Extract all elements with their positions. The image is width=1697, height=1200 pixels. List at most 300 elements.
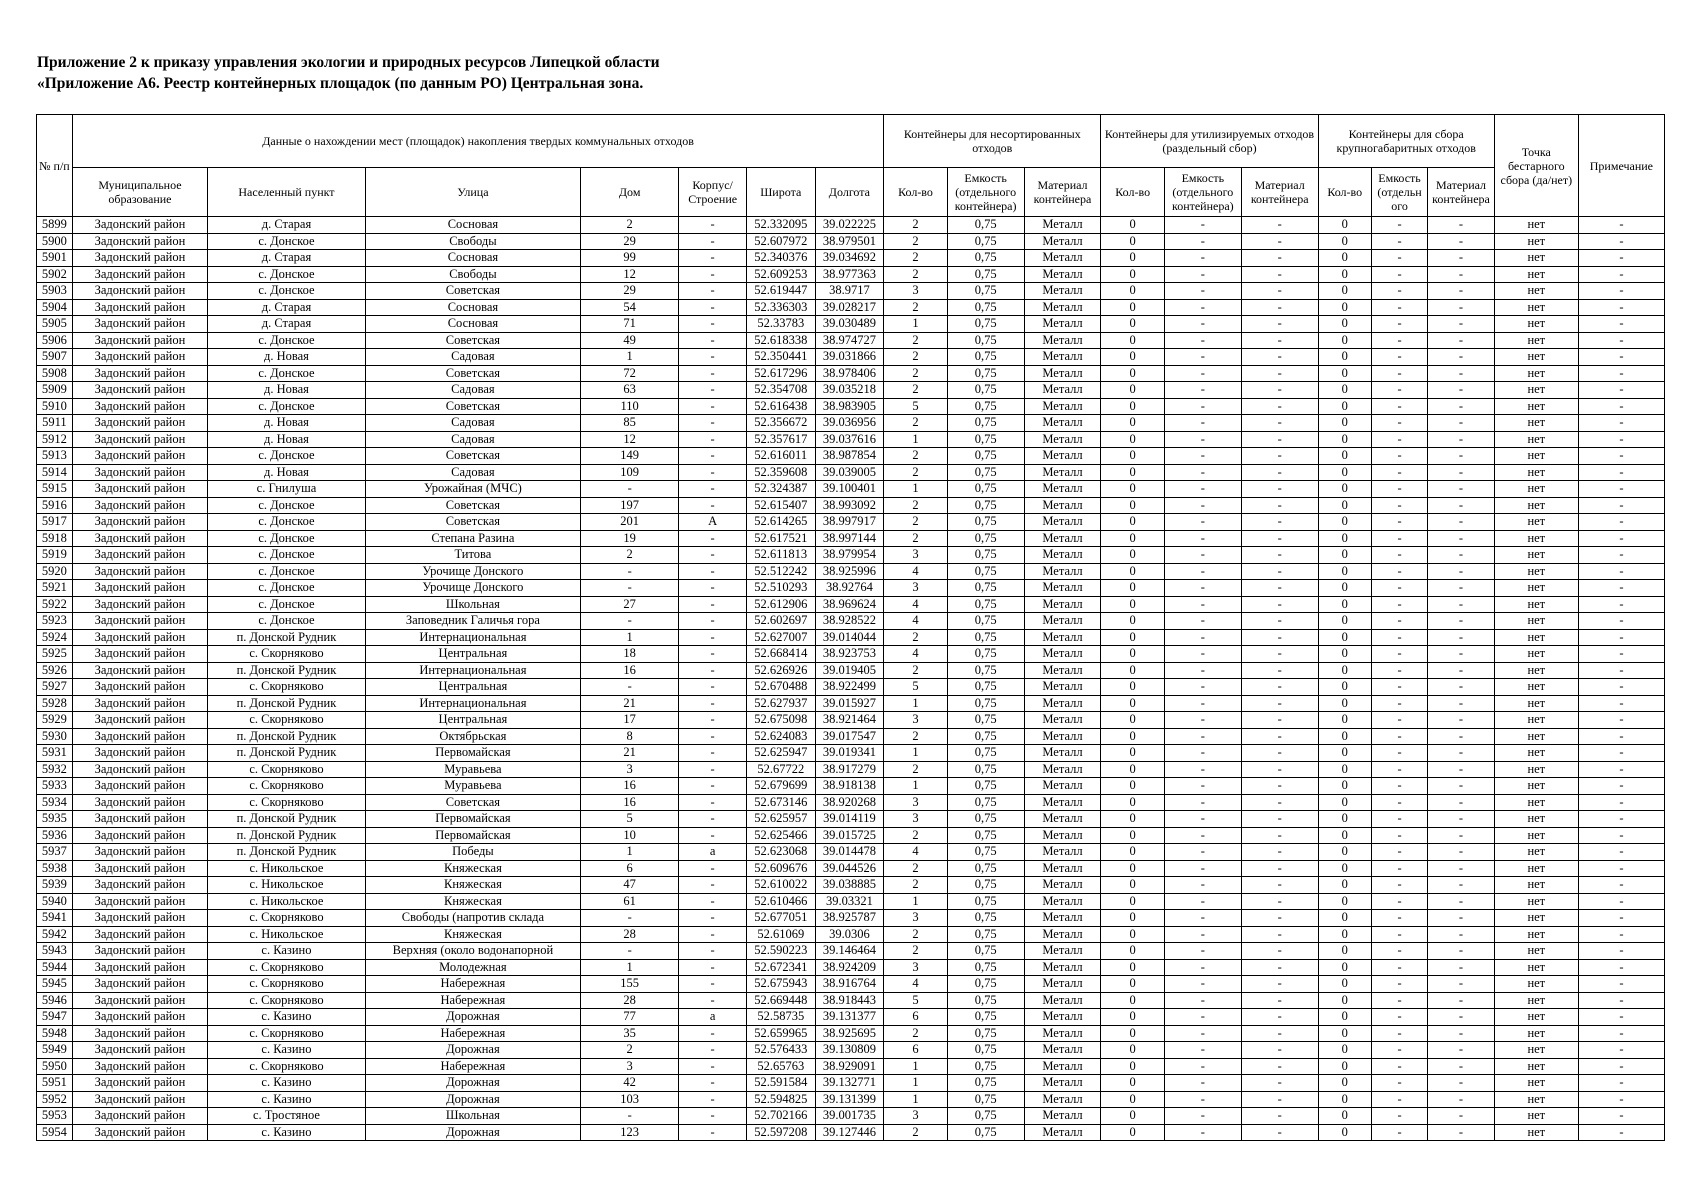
- cell-unsorted-capacity: 0,75: [947, 992, 1024, 1009]
- cell-bulky-material: -: [1428, 761, 1495, 778]
- cell-unsorted-count: 1: [884, 1091, 948, 1108]
- cell-bulky-material: -: [1428, 1058, 1495, 1075]
- cell-street: Советская: [365, 794, 580, 811]
- cell-house: 12: [580, 266, 678, 283]
- cell-note: -: [1578, 448, 1664, 465]
- cell-building: -: [679, 1058, 747, 1075]
- cell-lon: 39.127446: [815, 1124, 884, 1141]
- cell-num: 5936: [37, 827, 73, 844]
- cell-note: -: [1578, 514, 1664, 531]
- cell-bulky-material: -: [1428, 398, 1495, 415]
- cell-bulky-capacity: -: [1371, 497, 1427, 514]
- cell-lat: 52.357617: [746, 431, 815, 448]
- cell-unsorted-capacity: 0,75: [947, 349, 1024, 366]
- cell-num: 5945: [37, 976, 73, 993]
- cell-unsorted-count: 6: [884, 1042, 948, 1059]
- cell-building: -: [679, 679, 747, 696]
- cell-lon: 39.014478: [815, 844, 884, 861]
- cell-recycle-material: -: [1241, 695, 1318, 712]
- cell-lon: 39.019341: [815, 745, 884, 762]
- cell-municipality: Задонский район: [72, 662, 207, 679]
- cell-bulky-material: -: [1428, 728, 1495, 745]
- cell-settlement: с. Скорняково: [208, 910, 366, 927]
- cell-note: -: [1578, 1108, 1664, 1125]
- cell-bagless: нет: [1494, 1108, 1578, 1125]
- cell-municipality: Задонский район: [72, 827, 207, 844]
- cell-recycle-material: -: [1241, 266, 1318, 283]
- cell-building: -: [679, 349, 747, 366]
- cell-recycle-count: 0: [1101, 1058, 1165, 1075]
- cell-lon: 39.039005: [815, 464, 884, 481]
- cell-lon: 39.031866: [815, 349, 884, 366]
- cell-note: -: [1578, 1009, 1664, 1026]
- cell-lat: 52.669448: [746, 992, 815, 1009]
- cell-bulky-material: -: [1428, 712, 1495, 729]
- cell-building: -: [679, 530, 747, 547]
- cell-bulky-material: -: [1428, 365, 1495, 382]
- cell-unsorted-material: Металл: [1024, 926, 1101, 943]
- cell-note: -: [1578, 299, 1664, 316]
- cell-house: 3: [580, 1058, 678, 1075]
- cell-recycle-capacity: -: [1164, 547, 1241, 564]
- cell-bulky-count: 0: [1318, 596, 1371, 613]
- cell-building: -: [679, 992, 747, 1009]
- cell-street: Советская: [365, 497, 580, 514]
- cell-bulky-capacity: -: [1371, 893, 1427, 910]
- cell-municipality: Задонский район: [72, 431, 207, 448]
- cell-lon: 38.993092: [815, 497, 884, 514]
- cell-municipality: Задонский район: [72, 860, 207, 877]
- cell-lon: 39.014119: [815, 811, 884, 828]
- cell-unsorted-material: Металл: [1024, 959, 1101, 976]
- cell-unsorted-material: Металл: [1024, 382, 1101, 399]
- cell-municipality: Задонский район: [72, 943, 207, 960]
- cell-bulky-capacity: -: [1371, 761, 1427, 778]
- cell-unsorted-count: 1: [884, 778, 948, 795]
- heading-line-2: «Приложение А6. Реестр контейнерных площадок (по данным РО) Центральная зона.: [37, 75, 644, 92]
- cell-note: -: [1578, 910, 1664, 927]
- cell-unsorted-capacity: 0,75: [947, 332, 1024, 349]
- cell-recycle-count: 0: [1101, 844, 1165, 861]
- cell-settlement: с. Донское: [208, 514, 366, 531]
- cell-lat: 52.677051: [746, 910, 815, 927]
- cell-recycle-count: 0: [1101, 497, 1165, 514]
- cell-recycle-capacity: -: [1164, 497, 1241, 514]
- cell-lat: 52.616011: [746, 448, 815, 465]
- cell-recycle-capacity: -: [1164, 365, 1241, 382]
- cell-house: 2: [580, 217, 678, 234]
- cell-lon: 38.929091: [815, 1058, 884, 1075]
- table-row: [37, 514, 1665, 531]
- cell-unsorted-count: 2: [884, 349, 948, 366]
- cell-lon: 39.03321: [815, 893, 884, 910]
- cell-recycle-capacity: -: [1164, 910, 1241, 927]
- cell-municipality: Задонский район: [72, 695, 207, 712]
- cell-unsorted-material: Металл: [1024, 415, 1101, 432]
- cell-unsorted-material: Металл: [1024, 547, 1101, 564]
- cell-recycle-capacity: -: [1164, 761, 1241, 778]
- cell-bulky-capacity: -: [1371, 266, 1427, 283]
- cell-recycle-material: -: [1241, 382, 1318, 399]
- cell-lon: 38.92764: [815, 580, 884, 597]
- cell-bagless: нет: [1494, 332, 1578, 349]
- cell-lon: 39.001735: [815, 1108, 884, 1125]
- cell-recycle-capacity: -: [1164, 778, 1241, 795]
- table-row: [37, 1042, 1665, 1059]
- cell-bagless: нет: [1494, 547, 1578, 564]
- cell-street: Княжеская: [365, 877, 580, 894]
- cell-recycle-material: -: [1241, 629, 1318, 646]
- table-row: [37, 431, 1665, 448]
- header-bulky-material: Материал контейнера: [1428, 168, 1495, 217]
- cell-note: -: [1578, 1042, 1664, 1059]
- cell-settlement: с. Донское: [208, 365, 366, 382]
- cell-house: 21: [580, 745, 678, 762]
- header-recycle-capacity: Емкость (отдельного контейнера): [1164, 168, 1241, 217]
- cell-building: -: [679, 431, 747, 448]
- cell-unsorted-capacity: 0,75: [947, 712, 1024, 729]
- table-row: [37, 926, 1665, 943]
- cell-municipality: Задонский район: [72, 464, 207, 481]
- cell-bulky-material: -: [1428, 217, 1495, 234]
- cell-street: Школьная: [365, 596, 580, 613]
- cell-recycle-capacity: -: [1164, 712, 1241, 729]
- cell-recycle-material: -: [1241, 811, 1318, 828]
- cell-building: -: [679, 1091, 747, 1108]
- cell-lat: 52.612906: [746, 596, 815, 613]
- cell-municipality: Задонский район: [72, 481, 207, 498]
- cell-bagless: нет: [1494, 844, 1578, 861]
- header-municipality: Муниципальное образование: [72, 168, 207, 217]
- cell-note: -: [1578, 497, 1664, 514]
- cell-recycle-capacity: -: [1164, 662, 1241, 679]
- cell-lon: 39.014044: [815, 629, 884, 646]
- cell-unsorted-count: 3: [884, 959, 948, 976]
- table-row: [37, 233, 1665, 250]
- cell-unsorted-capacity: 0,75: [947, 266, 1024, 283]
- cell-house: -: [580, 563, 678, 580]
- cell-unsorted-capacity: 0,75: [947, 1058, 1024, 1075]
- cell-bulky-capacity: -: [1371, 910, 1427, 927]
- table-row: [37, 349, 1665, 366]
- cell-house: 71: [580, 316, 678, 333]
- cell-bulky-material: -: [1428, 844, 1495, 861]
- cell-recycle-material: -: [1241, 1075, 1318, 1092]
- cell-note: -: [1578, 1091, 1664, 1108]
- cell-bagless: нет: [1494, 992, 1578, 1009]
- cell-building: -: [679, 448, 747, 465]
- document-heading: [37, 52, 660, 94]
- cell-unsorted-count: 6: [884, 1009, 948, 1026]
- cell-unsorted-capacity: 0,75: [947, 431, 1024, 448]
- cell-recycle-capacity: -: [1164, 745, 1241, 762]
- cell-municipality: Задонский район: [72, 976, 207, 993]
- cell-lon: 38.9717: [815, 283, 884, 300]
- cell-recycle-capacity: -: [1164, 1042, 1241, 1059]
- cell-recycle-count: 0: [1101, 893, 1165, 910]
- cell-unsorted-material: Металл: [1024, 695, 1101, 712]
- cell-street: Советская: [365, 514, 580, 531]
- cell-lon: 38.925996: [815, 563, 884, 580]
- cell-note: -: [1578, 646, 1664, 663]
- cell-municipality: Задонский район: [72, 415, 207, 432]
- cell-bulky-count: 0: [1318, 1091, 1371, 1108]
- table-row: [37, 1075, 1665, 1092]
- cell-unsorted-count: 2: [884, 514, 948, 531]
- cell-bulky-capacity: -: [1371, 365, 1427, 382]
- cell-unsorted-count: 2: [884, 415, 948, 432]
- cell-house: 19: [580, 530, 678, 547]
- header-street: Улица: [365, 168, 580, 217]
- cell-house: 2: [580, 1042, 678, 1059]
- cell-building: -: [679, 283, 747, 300]
- cell-note: -: [1578, 662, 1664, 679]
- cell-bulky-count: 0: [1318, 547, 1371, 564]
- cell-building: -: [679, 398, 747, 415]
- cell-bulky-capacity: -: [1371, 976, 1427, 993]
- cell-street: Княжеская: [365, 860, 580, 877]
- cell-bulky-capacity: -: [1371, 662, 1427, 679]
- header-recycle-material: Материал контейнера: [1241, 168, 1318, 217]
- cell-num: 5929: [37, 712, 73, 729]
- cell-num: 5951: [37, 1075, 73, 1092]
- cell-lat: 52.668414: [746, 646, 815, 663]
- cell-settlement: с. Никольское: [208, 893, 366, 910]
- cell-bulky-count: 0: [1318, 860, 1371, 877]
- cell-note: -: [1578, 778, 1664, 795]
- cell-bulky-capacity: -: [1371, 646, 1427, 663]
- cell-bulky-count: 0: [1318, 1042, 1371, 1059]
- cell-bulky-count: 0: [1318, 283, 1371, 300]
- cell-num: 5952: [37, 1091, 73, 1108]
- cell-bulky-count: 0: [1318, 481, 1371, 498]
- cell-bulky-count: 0: [1318, 1025, 1371, 1042]
- cell-lat: 52.672341: [746, 959, 815, 976]
- cell-bulky-material: -: [1428, 1124, 1495, 1141]
- cell-street: Набережная: [365, 992, 580, 1009]
- cell-lat: 52.67722: [746, 761, 815, 778]
- cell-recycle-capacity: -: [1164, 250, 1241, 267]
- cell-lat: 52.627937: [746, 695, 815, 712]
- cell-lon: 38.922499: [815, 679, 884, 696]
- cell-building: -: [679, 926, 747, 943]
- cell-settlement: с. Никольское: [208, 860, 366, 877]
- cell-lon: 38.923753: [815, 646, 884, 663]
- cell-building: -: [679, 910, 747, 927]
- cell-lat: 52.627007: [746, 629, 815, 646]
- cell-lat: 52.626926: [746, 662, 815, 679]
- cell-recycle-material: -: [1241, 547, 1318, 564]
- cell-lat: 52.625466: [746, 827, 815, 844]
- cell-house: -: [580, 679, 678, 696]
- cell-note: -: [1578, 580, 1664, 597]
- cell-bulky-material: -: [1428, 431, 1495, 448]
- cell-unsorted-material: Металл: [1024, 365, 1101, 382]
- cell-recycle-count: 0: [1101, 431, 1165, 448]
- cell-bulky-material: -: [1428, 1042, 1495, 1059]
- cell-bulky-count: 0: [1318, 266, 1371, 283]
- cell-bulky-count: 0: [1318, 646, 1371, 663]
- cell-recycle-capacity: -: [1164, 448, 1241, 465]
- cell-settlement: с. Скорняково: [208, 1025, 366, 1042]
- cell-lat: 52.350441: [746, 349, 815, 366]
- cell-unsorted-capacity: 0,75: [947, 662, 1024, 679]
- header-building: Корпус/ Строение: [679, 168, 747, 217]
- cell-municipality: Задонский район: [72, 1108, 207, 1125]
- cell-municipality: Задонский район: [72, 646, 207, 663]
- cell-unsorted-material: Металл: [1024, 728, 1101, 745]
- cell-bulky-count: 0: [1318, 1124, 1371, 1141]
- cell-note: -: [1578, 398, 1664, 415]
- cell-unsorted-material: Металл: [1024, 349, 1101, 366]
- cell-lat: 52.324387: [746, 481, 815, 498]
- cell-unsorted-count: 4: [884, 596, 948, 613]
- cell-lat: 52.617521: [746, 530, 815, 547]
- cell-recycle-material: -: [1241, 679, 1318, 696]
- cell-bulky-capacity: -: [1371, 926, 1427, 943]
- cell-note: -: [1578, 926, 1664, 943]
- cell-building: -: [679, 580, 747, 597]
- cell-lat: 52.702166: [746, 1108, 815, 1125]
- table-row: [37, 844, 1665, 861]
- cell-street: Муравьева: [365, 761, 580, 778]
- cell-house: 28: [580, 992, 678, 1009]
- cell-recycle-capacity: -: [1164, 283, 1241, 300]
- cell-bulky-material: -: [1428, 976, 1495, 993]
- cell-num: 5944: [37, 959, 73, 976]
- cell-building: -: [679, 976, 747, 993]
- cell-note: -: [1578, 365, 1664, 382]
- cell-recycle-count: 0: [1101, 382, 1165, 399]
- cell-unsorted-capacity: 0,75: [947, 629, 1024, 646]
- table-row: [37, 745, 1665, 762]
- cell-recycle-count: 0: [1101, 992, 1165, 1009]
- cell-street: Школьная: [365, 1108, 580, 1125]
- cell-building: -: [679, 613, 747, 630]
- cell-settlement: с. Казино: [208, 1075, 366, 1092]
- cell-unsorted-material: Металл: [1024, 266, 1101, 283]
- cell-recycle-capacity: -: [1164, 596, 1241, 613]
- cell-unsorted-capacity: 0,75: [947, 464, 1024, 481]
- cell-note: -: [1578, 761, 1664, 778]
- cell-bulky-material: -: [1428, 530, 1495, 547]
- cell-bagless: нет: [1494, 877, 1578, 894]
- table-row: [37, 877, 1665, 894]
- cell-recycle-material: -: [1241, 728, 1318, 745]
- cell-lon: 38.969624: [815, 596, 884, 613]
- cell-bulky-capacity: -: [1371, 794, 1427, 811]
- cell-recycle-material: -: [1241, 316, 1318, 333]
- cell-lat: 52.602697: [746, 613, 815, 630]
- cell-lat: 52.623068: [746, 844, 815, 861]
- table-row: [37, 728, 1665, 745]
- cell-note: -: [1578, 382, 1664, 399]
- cell-note: -: [1578, 464, 1664, 481]
- cell-settlement: с. Скорняково: [208, 778, 366, 795]
- cell-unsorted-material: Металл: [1024, 316, 1101, 333]
- cell-municipality: Задонский район: [72, 266, 207, 283]
- cell-num: 5948: [37, 1025, 73, 1042]
- cell-bulky-material: -: [1428, 497, 1495, 514]
- cell-note: -: [1578, 877, 1664, 894]
- cell-settlement: п. Донской Рудник: [208, 695, 366, 712]
- cell-lat: 52.356672: [746, 415, 815, 432]
- cell-note: -: [1578, 563, 1664, 580]
- cell-lat: 52.609253: [746, 266, 815, 283]
- table-row: [37, 943, 1665, 960]
- cell-bulky-count: 0: [1318, 448, 1371, 465]
- cell-settlement: с. Никольское: [208, 877, 366, 894]
- cell-unsorted-material: Металл: [1024, 877, 1101, 894]
- table-row: [37, 497, 1665, 514]
- cell-bulky-count: 0: [1318, 233, 1371, 250]
- cell-note: -: [1578, 250, 1664, 267]
- cell-bulky-material: -: [1428, 1075, 1495, 1092]
- cell-house: 29: [580, 283, 678, 300]
- cell-lon: 38.928522: [815, 613, 884, 630]
- cell-bulky-capacity: -: [1371, 745, 1427, 762]
- table-row: [37, 794, 1665, 811]
- table-row: [37, 646, 1665, 663]
- cell-unsorted-count: 1: [884, 695, 948, 712]
- cell-street: Княжеская: [365, 926, 580, 943]
- cell-lat: 52.510293: [746, 580, 815, 597]
- cell-lat: 52.512242: [746, 563, 815, 580]
- cell-settlement: д. Новая: [208, 382, 366, 399]
- cell-municipality: Задонский район: [72, 1042, 207, 1059]
- cell-bulky-material: -: [1428, 695, 1495, 712]
- cell-bulky-material: -: [1428, 959, 1495, 976]
- cell-municipality: Задонский район: [72, 910, 207, 927]
- cell-recycle-count: 0: [1101, 415, 1165, 432]
- cell-unsorted-count: 4: [884, 563, 948, 580]
- cell-recycle-material: -: [1241, 712, 1318, 729]
- cell-municipality: Задонский район: [72, 1009, 207, 1026]
- cell-bulky-capacity: -: [1371, 1058, 1427, 1075]
- cell-recycle-capacity: -: [1164, 827, 1241, 844]
- cell-recycle-count: 0: [1101, 316, 1165, 333]
- cell-bulky-material: -: [1428, 1091, 1495, 1108]
- cell-lat: 52.597208: [746, 1124, 815, 1141]
- cell-house: -: [580, 910, 678, 927]
- cell-num: 5931: [37, 745, 73, 762]
- cell-house: 2: [580, 547, 678, 564]
- cell-recycle-material: -: [1241, 976, 1318, 993]
- header-unsorted-material: Материал контейнера: [1024, 168, 1101, 217]
- cell-settlement: с. Скорняково: [208, 761, 366, 778]
- cell-settlement: д. Новая: [208, 464, 366, 481]
- cell-house: 35: [580, 1025, 678, 1042]
- cell-unsorted-capacity: 0,75: [947, 1108, 1024, 1125]
- cell-num: 5918: [37, 530, 73, 547]
- cell-num: 5947: [37, 1009, 73, 1026]
- cell-note: -: [1578, 349, 1664, 366]
- cell-house: 99: [580, 250, 678, 267]
- cell-building: -: [679, 299, 747, 316]
- cell-municipality: Задонский район: [72, 613, 207, 630]
- cell-recycle-count: 0: [1101, 695, 1165, 712]
- cell-bagless: нет: [1494, 563, 1578, 580]
- cell-num: 5912: [37, 431, 73, 448]
- cell-municipality: Задонский район: [72, 877, 207, 894]
- header-unsorted-count: Кол-во: [884, 168, 948, 217]
- cell-recycle-capacity: -: [1164, 1108, 1241, 1125]
- cell-unsorted-capacity: 0,75: [947, 695, 1024, 712]
- cell-bulky-capacity: -: [1371, 530, 1427, 547]
- header-lat: Широта: [746, 168, 815, 217]
- cell-note: -: [1578, 728, 1664, 745]
- cell-bulky-capacity: -: [1371, 827, 1427, 844]
